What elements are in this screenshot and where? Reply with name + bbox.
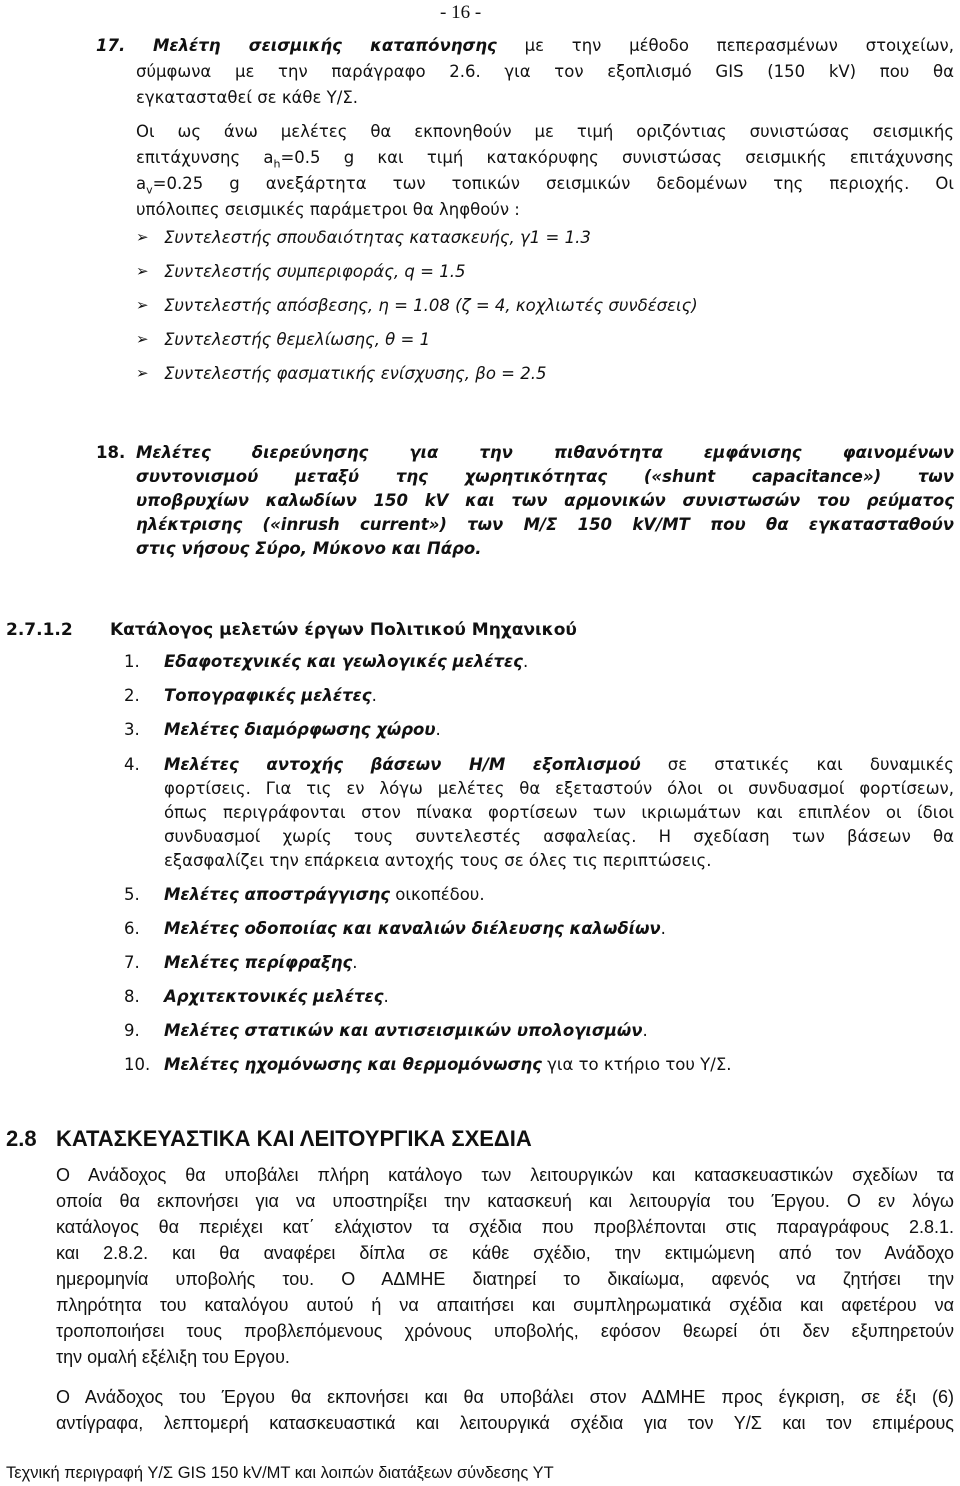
s17-line3: εγκατασταθεί σε κάθε Υ/Σ. — [136, 88, 358, 107]
bullet-arrow-icon: ➢ — [136, 330, 149, 348]
item-rest: οικοπέδου. — [395, 885, 485, 904]
s2712-item-7 — [164, 951, 358, 975]
s2712-item-10-number: 10. — [124, 1055, 151, 1074]
s18-line3: υποβρυχίων καλωδίων 150 kV και των αρμονικών συνιστωσών του ρεύματος — [136, 491, 954, 510]
item-title: Μελέτες αντοχής βάσεων Η/Μ εξοπλισμού — [164, 755, 641, 774]
s17-bullet-2: Συντελεστής συμπεριφοράς, q = 1.5 — [164, 262, 466, 281]
s28-p1-line8: την ομαλή εξέλιξη του Εργου. — [56, 1347, 290, 1367]
page-number: - 16 - — [440, 2, 482, 23]
s28-number: 2.8 — [6, 1126, 37, 1151]
s2712-number: 2.7.1.2 — [6, 620, 73, 640]
s17-para-line4: υπόλοιπες σεισμικές παράμετροι θα ληφθούν : — [136, 200, 520, 219]
s2712-item-4 — [164, 753, 954, 777]
s2712-item-3-number: 3. — [124, 720, 140, 739]
item-title: Αρχιτεκτονικές μελέτες — [164, 987, 384, 1006]
s18-line5: στις νήσους Σύρο, Μύκονο και Πάρο. — [136, 539, 482, 558]
s2712-item-3 — [164, 718, 441, 742]
s17-line2: σύμφωνα με την παράγραφο 2.6. για τον εξοπλισμό GIS (150 kV) που θα — [136, 62, 954, 81]
s2712-item-8-number: 8. — [124, 987, 140, 1006]
item-rest: σε στατικές και δυναμικές — [667, 755, 954, 774]
item-title: Τοπογραφικές μελέτες — [164, 686, 372, 705]
item-rest: . — [371, 686, 377, 705]
bullet-arrow-icon: ➢ — [136, 296, 149, 314]
item-title: Εδαφοτεχνικές και γεωλογικές μελέτες — [164, 652, 523, 671]
s28-p2-line2: αντίγραφα, λεπτομερή κατασκευαστικά και λειτουργικά σχέδια για τον Υ/Σ και τον επιμέρους — [56, 1413, 954, 1433]
s28-p1-line7: τροποποιήσει τους προβλεπόμενους χρόνους υποβολής, εφόσον θεωρεί ότι δεν εξυπηρετούν — [56, 1321, 954, 1341]
item-rest: . — [383, 987, 389, 1006]
s2712-item-10 — [164, 1053, 732, 1077]
s17-av-label: a — [136, 174, 147, 193]
s2712-item-9 — [164, 1019, 648, 1043]
s28-p1-line1: Ο Ανάδοχος θα υποβάλει πλήρη κατάλογο των λειτουργικών και κατασκευαστικών σχεδίων τα — [56, 1165, 954, 1185]
item-title: Μελέτες στατικών και αντισεισμικών υπολογισμών — [164, 1021, 643, 1040]
s28-p1-line4: και 2.8.2. και θα αναφέρει δίπλα σε κάθε σχέδιο, την εκτιμώμενη από τον Ανάδοχο — [56, 1243, 954, 1263]
item-rest: . — [352, 953, 358, 972]
s2712-item-6-number: 6. — [124, 919, 140, 938]
s2712-title: Κατάλογος μελετών έργων Πολιτικού Μηχανικού — [110, 620, 577, 640]
s17-bullet-5: Συντελεστής φασματικής ενίσχυσης, βο = 2.5 — [164, 364, 547, 383]
s2712-item-9-number: 9. — [124, 1021, 140, 1040]
s2712-item-1 — [164, 650, 528, 674]
s2712-item-5 — [164, 883, 485, 907]
s17-ah-label: επιτάχυνσης a — [136, 148, 274, 167]
s17-line1 — [96, 34, 954, 58]
s18-line2: συντονισμού μεταξύ της χωρητικότητας («shunt capacitance») των — [136, 467, 954, 486]
bullet-arrow-icon: ➢ — [136, 228, 149, 246]
s2712-item-4-cont-4: εξασφαλίζει την επάρκεια αντοχής τους σε όλες τις περιπτώσεις. — [164, 851, 712, 870]
s17-av-sub: v — [146, 183, 153, 197]
s17-ah-rest: =0.5 g και τιμή κατακόρυφης συνιστώσας σεισμικής επιτάχυνσης — [280, 148, 954, 167]
s17-number: 17. — [96, 36, 126, 55]
item-rest: για το κτήριο του Υ/Σ. — [547, 1055, 732, 1074]
item-title: Μελέτες αποστράγγισης — [164, 885, 391, 904]
s17-title: Μελέτη σεισμικής καταπόνησης — [153, 36, 497, 55]
s18-line4: ηλέκτρισης («inrush current») των Μ/Σ 150 kV/MT που θα εγκατασταθούν — [136, 515, 954, 534]
s2712-item-4-number: 4. — [124, 755, 140, 774]
page-footer: Τεχνική περιγραφή Υ/Σ GIS 150 kV/MT και λοιπών διατάξεων σύνδεσης ΥΤ — [6, 1464, 554, 1482]
s2712-item-5-number: 5. — [124, 885, 140, 904]
item-title: Μελέτες διαμόρφωσης χώρου — [164, 720, 436, 739]
s17-bullet-4: Συντελεστής θεμελίωσης, θ = 1 — [164, 330, 431, 349]
s2712-item-6 — [164, 917, 666, 941]
s2712-item-4-cont-3: συνδυασμοί χωρίς τους συντελεστές ασφαλείας. Η σχεδίαση των βάσεων θα — [164, 827, 954, 846]
s17-bullet-1: Συντελεστής σπουδαιότητας κατασκευής, γ1 = 1.3 — [164, 228, 591, 247]
s2712-item-1-number: 1. — [124, 652, 140, 671]
s28-p1-line3: κατάλογος θα περιέχει κατ΄ ελάχιστον τα σχέδια που προβλέπονται στις παραγράφους 2.8.1. — [56, 1217, 954, 1237]
s2712-item-8 — [164, 985, 389, 1009]
item-rest: . — [660, 919, 666, 938]
s17-av-tail: Οι — [935, 174, 954, 193]
s28-title: ΚΑΤΑΣΚΕΥΑΣΤΙΚΑ ΚΑΙ ΛΕΙΤΟΥΡΓΙΚΑ ΣΧΕΔΙΑ — [56, 1126, 532, 1151]
item-rest: . — [435, 720, 441, 739]
item-title: Μελέτες οδοποιίας και καναλιών διέλευσης καλωδίων — [164, 919, 661, 938]
s28-p1-line5: ημερομηνία υποβολής του. Ο ΑΔΜΗΕ διατηρεί το δικαίωμα, αφενός να ζητήσει την — [56, 1269, 954, 1289]
s2712-item-2-number: 2. — [124, 686, 140, 705]
s18-line1: Μελέτες διερεύνησης για την πιθανότητα εμφάνισης φαινομένων — [136, 443, 954, 462]
s17-line1-rest: με την μέθοδο πεπερασμένων στοιχείων, — [524, 36, 954, 55]
s17-para-line1: Οι ως άνω μελέτες θα εκπονηθούν με τιμή οριζόντιας συνιστώσας σεισμικής — [136, 122, 954, 141]
s18-number: 18. — [96, 443, 126, 462]
s2712-item-4-cont-1: φορτίσεις. Για τις εν λόγω μελέτες θα εξεταστούν όλοι οι συνδυασμοί φορτίσεων, — [164, 779, 954, 798]
s17-av-rest: =0.25 g ανεξάρτητα των τοπικών σεισμικών δεδομένων της περιοχής. — [152, 174, 910, 193]
item-rest: . — [522, 652, 529, 671]
item-title: Μελέτες περίφραξης — [164, 953, 353, 972]
s28-p2-line1: Ο Ανάδοχος του Έργου θα εκπονήσει και θα υποβάλει στον ΑΔΜΗΕ προς έγκριση, σε έξι (6) — [56, 1387, 954, 1407]
s28-p1-line6: πληρότητα του καταλόγου αυτού ή να απαιτήσει και συμπληρωματικά σχέδια και αφετέρου να — [56, 1295, 954, 1315]
s17-ah-sub: h — [273, 157, 281, 171]
s17-bullet-3: Συντελεστής απόσβεσης, η = 1.08 (ζ = 4, κοχλιωτές συνδέσεις) — [164, 296, 698, 315]
item-title: Μελέτες ηχομόνωσης και θερμομόνωσης — [164, 1055, 542, 1074]
bullet-arrow-icon: ➢ — [136, 262, 149, 280]
s28-p1-line2: οποία θα εκπονήσει για να υποστηρίξει την κατασκευή και λειτουργία του Έργου. Ο εν λόγω — [56, 1191, 954, 1211]
s2712-item-4-cont-2: όπως περιγράφονται στον πίνακα φορτίσεων των ικριωμάτων και επιπλέον οι ίδιοι — [164, 803, 954, 822]
s2712-item-2 — [164, 684, 377, 708]
s2712-item-7-number: 7. — [124, 953, 140, 972]
item-rest: . — [642, 1021, 648, 1040]
bullet-arrow-icon: ➢ — [136, 364, 149, 382]
